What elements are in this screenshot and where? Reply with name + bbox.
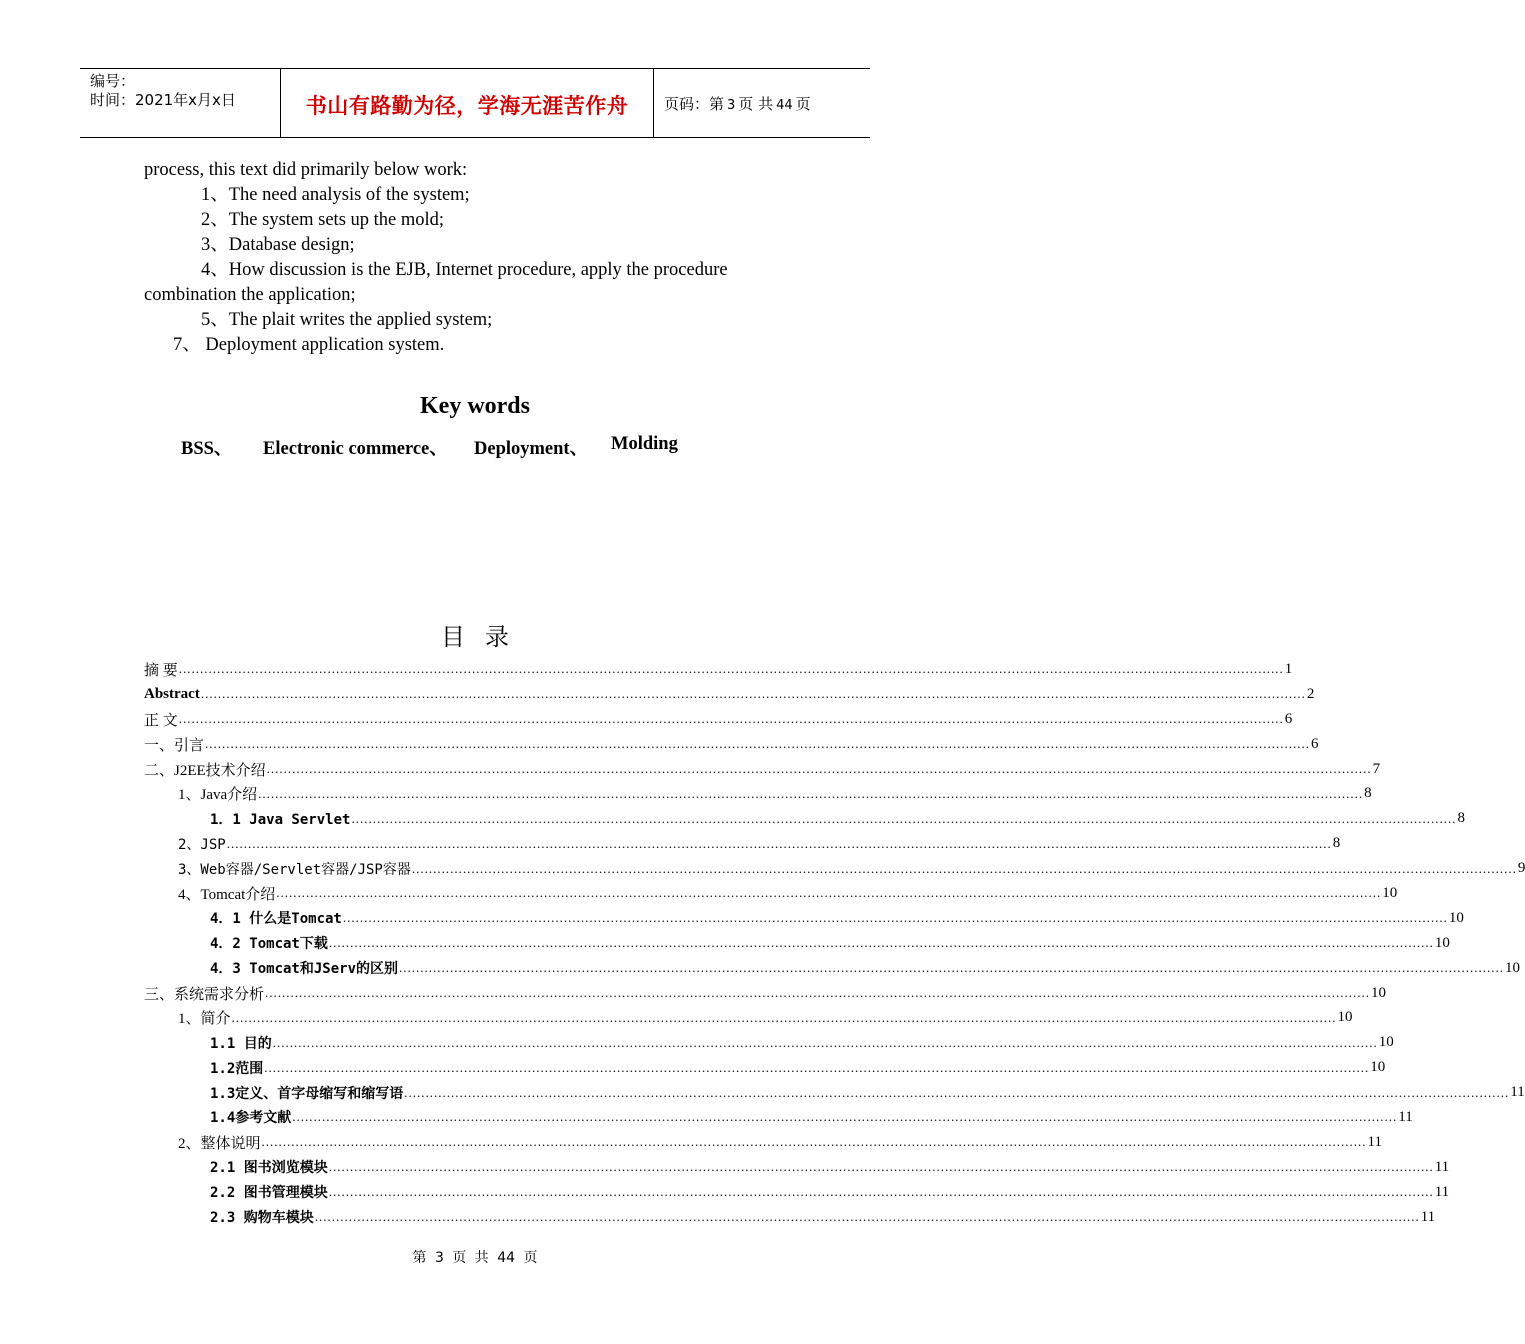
toc-entry <box>144 881 1398 906</box>
toc-entry-label: 4、Tomcat介绍 <box>178 883 275 904</box>
toc-entry-page: 10 <box>1505 959 1521 976</box>
toc-leader-dots: .................................................................................................................................................................................................................................................................... <box>272 1034 1378 1050</box>
body-line: 1、The need analysis of the system; <box>201 185 470 205</box>
abstract-body <box>144 158 784 358</box>
header-info <box>80 69 280 137</box>
toc-entry-page: 6 <box>1311 735 1319 752</box>
keyword-item: BSS、 <box>181 439 233 459</box>
toc-entry-page: 11 <box>1420 1208 1436 1225</box>
toc-entry <box>144 806 1465 831</box>
toc-entry <box>144 1205 1436 1230</box>
body-line: 5、The plait writes the applied system; <box>201 310 493 330</box>
toc-entry <box>144 707 1293 732</box>
toc-entry <box>144 1080 1525 1105</box>
header-page-info <box>654 69 870 137</box>
toc-entry-page: 11 <box>1434 1183 1450 1200</box>
toc-leader-dots: .................................................................................................................................................................................................................................................................... <box>205 736 1311 752</box>
toc-entry-label: 2、JSP <box>178 834 226 854</box>
toc-entry-page: 2 <box>1306 685 1315 702</box>
toc-leader-dots: .................................................................................................................................................................................................................................................................... <box>200 686 1306 702</box>
toc-leader-dots: .................................................................................................................................................................................................................................................................... <box>292 1109 1398 1125</box>
toc-leader-dots: .................................................................................................................................................................................................................................................................... <box>265 985 1371 1001</box>
toc-entry-page: 8 <box>1332 835 1341 852</box>
keyword-item: Electronic commerce、 <box>263 439 448 459</box>
toc-entry <box>144 956 1521 981</box>
toc-leader-dots: .................................................................................................................................................................................................................................................................... <box>328 1184 1434 1200</box>
number-label: 编号： <box>90 72 136 90</box>
toc-entry-page: 8 <box>1457 810 1465 827</box>
toc-entry <box>144 682 1315 707</box>
toc-entry-label: 2.1 图书浏览模块 <box>210 1157 328 1177</box>
toc-entry-label: 1．1 Java Servlet <box>210 809 350 829</box>
toc-entry-page: 7 <box>1372 760 1381 777</box>
toc-entry-label: 三、系统需求分析 <box>144 983 264 1004</box>
toc-entry-page: 10 <box>1337 1009 1353 1026</box>
page-current: 3 <box>727 98 736 113</box>
toc-entry-page: 10 <box>1434 934 1450 951</box>
toc-entry-label: 一、引言 <box>144 734 204 755</box>
keyword-item: Deployment、 <box>474 439 589 459</box>
toc-entry <box>144 781 1372 806</box>
toc-entry <box>144 657 1293 682</box>
toc-entry-label: 1、Java介绍 <box>178 783 257 804</box>
toc-entry-label: 4．3 Tomcat和JServ的区别 <box>210 958 398 978</box>
body-line: 4、How discussion is the EJB, Internet procedure, apply the procedure <box>201 260 728 280</box>
toc-leader-dots: .................................................................................................................................................................................................................................................................... <box>399 960 1505 976</box>
toc-leader-dots: .................................................................................................................................................................................................................................................................... <box>276 885 1382 901</box>
toc-entry <box>144 931 1450 956</box>
toc-entry-label: 2、整体说明 <box>178 1132 261 1153</box>
toc-entry <box>144 1155 1450 1180</box>
toc-entry-page: 6 <box>1284 710 1293 727</box>
toc-entry-page: 11 <box>1510 1084 1525 1101</box>
toc-title: 目录 <box>441 623 529 651</box>
toc-leader-dots: .................................................................................................................................................................................................................................................................... <box>261 1134 1367 1150</box>
toc-leader-dots: .................................................................................................................................................................................................................................................................... <box>178 661 1284 677</box>
body-line: 7、 Deployment application system. <box>173 335 445 355</box>
page-suffix: 页 <box>795 95 811 113</box>
toc-leader-dots: .................................................................................................................................................................................................................................................................... <box>226 835 1332 851</box>
toc-entry-page: 11 <box>1398 1108 1413 1125</box>
toc-entry-page: 10 <box>1371 984 1387 1001</box>
toc-entry-label: 1.2范围 <box>210 1058 263 1078</box>
toc-leader-dots: .................................................................................................................................................................................................................................................................... <box>266 761 1372 776</box>
toc-entry <box>144 1055 1386 1080</box>
toc-leader-dots: .................................................................................................................................................................................................................................................................... <box>178 711 1284 727</box>
page-total: 44 <box>776 98 793 113</box>
toc-entry-page: 9 <box>1517 860 1525 877</box>
toc-entry-page: 10 <box>1382 884 1398 901</box>
toc-entry-page: 11 <box>1434 1158 1450 1175</box>
toc-entry-label: 1.4参考文献 <box>210 1107 291 1127</box>
toc-entry-page: 1 <box>1284 660 1293 677</box>
toc-entry <box>144 1180 1450 1205</box>
toc-entry <box>144 732 1319 757</box>
toc-entry-label: 1、简介 <box>178 1007 231 1028</box>
toc-leader-dots: .................................................................................................................................................................................................................................................................... <box>351 810 1457 826</box>
toc-entry-label: 正 文 <box>144 709 178 730</box>
toc-entry-label: 2.3 购物车模块 <box>210 1207 314 1227</box>
toc-leader-dots: .................................................................................................................................................................................................................................................................... <box>328 1159 1434 1175</box>
toc-leader-dots: .................................................................................................................................................................................................................................................................... <box>314 1209 1420 1225</box>
toc-leader-dots: .................................................................................................................................................................................................................................................................... <box>231 1009 1337 1025</box>
toc-entry-label: 4．2 Tomcat下载 <box>210 933 328 953</box>
toc-entry-label: 4．1 什么是Tomcat <box>210 908 342 928</box>
toc-entry-page: 10 <box>1448 909 1464 926</box>
keyword-item: Molding <box>611 434 678 454</box>
toc-entry <box>144 1030 1394 1055</box>
toc-leader-dots: .................................................................................................................................................................................................................................................................... <box>258 785 1364 801</box>
toc-entry-page: 10 <box>1378 1034 1394 1051</box>
toc-entry <box>144 757 1381 782</box>
toc-leader-dots: .................................................................................................................................................................................................................................................................... <box>264 1059 1370 1075</box>
page-mid: 页 共 <box>738 95 774 113</box>
table-of-contents <box>144 657 1525 1229</box>
toc-entry-label: 2.2 图书管理模块 <box>210 1182 328 1202</box>
toc-entry <box>144 1105 1413 1130</box>
toc-leader-dots: .................................................................................................................................................................................................................................................................... <box>342 910 1448 926</box>
body-line: 3、Database design; <box>201 235 355 255</box>
time-label: 时间：2021年x月x日 <box>90 91 236 109</box>
toc-entry <box>144 981 1387 1006</box>
toc-entry-label: 1.1 目的 <box>210 1033 272 1053</box>
toc-leader-dots: .................................................................................................................................................................................................................................................................... <box>411 860 1517 876</box>
toc-entry <box>144 906 1464 931</box>
toc-leader-dots: .................................................................................................................................................................................................................................................................... <box>328 935 1434 951</box>
toc-entry <box>144 1130 1382 1155</box>
keywords-title: Key words <box>420 393 530 419</box>
body-line: combination the application; <box>144 285 356 305</box>
toc-entry-page: 8 <box>1364 785 1372 802</box>
toc-entry-label: 1.3定义、首字母缩写和缩写语 <box>210 1083 403 1103</box>
body-line: process, this text did primarily below work: <box>144 160 468 180</box>
header-motto-cell <box>280 69 654 137</box>
toc-leader-dots: .................................................................................................................................................................................................................................................................... <box>404 1084 1510 1100</box>
toc-entry-label: Abstract <box>144 685 200 702</box>
toc-entry-label: 摘 要 <box>144 659 178 680</box>
toc-entry-page: 11 <box>1367 1133 1382 1150</box>
toc-entry <box>144 831 1341 856</box>
body-line: 2、The system sets up the mold; <box>201 210 445 230</box>
toc-entry-page: 10 <box>1370 1059 1386 1076</box>
page-header <box>80 68 870 138</box>
header-motto: 书山有路勤为径，学海无涯苦作舟 <box>305 94 629 118</box>
toc-entry <box>144 1005 1353 1030</box>
toc-entry-label: 二、J2EE技术介绍 <box>144 759 266 780</box>
toc-entry-label: 3、Web容器/Servlet容器/JSP容器 <box>178 859 411 879</box>
page-prefix: 页码：第 <box>664 95 725 113</box>
toc-entry <box>144 856 1525 881</box>
page-footer: 第 3 页 共 44 页 <box>412 1250 538 1266</box>
